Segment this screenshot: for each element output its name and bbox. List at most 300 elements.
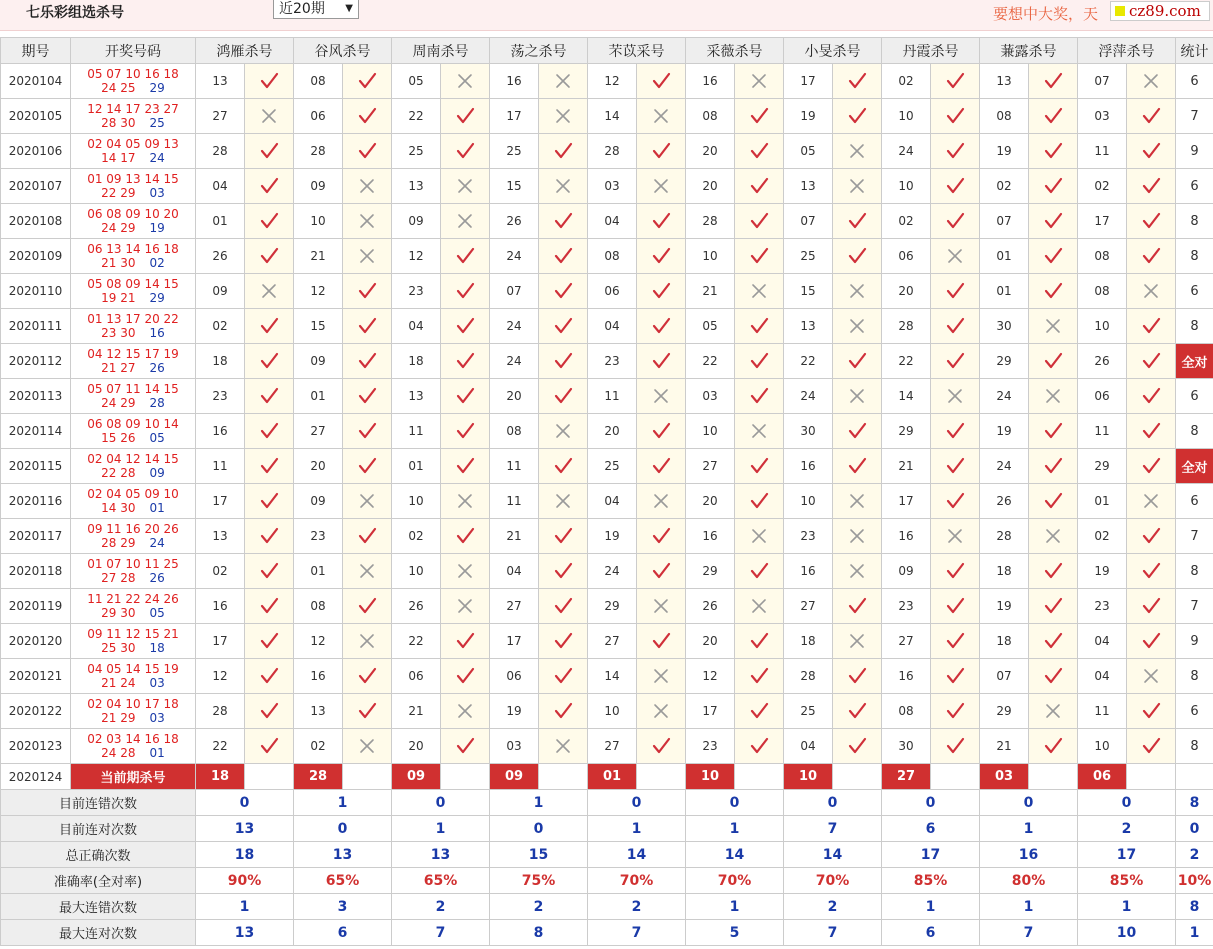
result-cell (441, 449, 490, 484)
stat-count-cell: 8 (1176, 204, 1213, 239)
result-cell (441, 694, 490, 729)
kill-number-cell: 16 (490, 64, 539, 99)
kill-number-cell: 08 (1078, 239, 1127, 274)
result-cell (637, 134, 686, 169)
draw-numbers-line1: 02 04 05 09 10 (87, 487, 179, 501)
period-select[interactable] (273, 0, 359, 19)
result-cell (833, 414, 882, 449)
stat-value: 17 (1078, 842, 1176, 868)
check-icon (651, 211, 671, 231)
result-cell (441, 274, 490, 309)
result-cell (833, 64, 882, 99)
kill-number-cell: 28 (588, 134, 637, 169)
kill-number-cell: 20 (294, 449, 343, 484)
issue-cell: 2020121 (1, 659, 71, 694)
kill-number-cell: 28 (882, 309, 931, 344)
current-kill-number: 01 (588, 764, 637, 790)
special-number: 25 (149, 116, 165, 130)
kill-number-cell: 07 (980, 659, 1029, 694)
draw-numbers-line2 (71, 431, 195, 445)
kill-number-cell: 20 (686, 484, 735, 519)
issue-cell: 2020109 (1, 239, 71, 274)
result-cell (343, 99, 392, 134)
check-icon (455, 631, 475, 651)
draw-numbers-cell (71, 239, 196, 274)
kill-number-cell: 10 (294, 204, 343, 239)
result-cell (343, 274, 392, 309)
check-icon (455, 141, 475, 161)
check-icon (259, 666, 279, 686)
table-row (1, 309, 1213, 344)
kill-number-cell: 28 (980, 519, 1029, 554)
draw-numbers-cell (71, 204, 196, 239)
kill-number-cell: 21 (392, 694, 441, 729)
check-icon (1043, 246, 1063, 266)
empty-cell (833, 764, 882, 790)
kill-number-cell: 19 (980, 134, 1029, 169)
stat-value: 7 (588, 920, 686, 946)
check-icon (553, 246, 573, 266)
result-cell (539, 239, 588, 274)
kill-number-cell: 25 (490, 134, 539, 169)
stat-value: 3 (294, 894, 392, 920)
stat-count-cell: 6 (1176, 169, 1213, 204)
cross-icon (357, 211, 377, 231)
result-cell (343, 239, 392, 274)
kill-number-cell: 29 (980, 344, 1029, 379)
result-cell (1029, 729, 1078, 764)
result-cell (735, 204, 784, 239)
stat-value: 1 (686, 894, 784, 920)
result-cell (637, 169, 686, 204)
special-number: 29 (149, 291, 165, 305)
check-icon (259, 456, 279, 476)
result-cell (931, 484, 980, 519)
check-icon (1043, 596, 1063, 616)
check-icon (749, 701, 769, 721)
header-row (1, 38, 1213, 64)
stat-value: 2 (1176, 842, 1213, 868)
result-cell (343, 589, 392, 624)
check-icon (749, 666, 769, 686)
kill-number-cell: 08 (686, 99, 735, 134)
check-icon (259, 141, 279, 161)
kill-number-cell: 23 (588, 344, 637, 379)
check-icon (945, 71, 965, 91)
empty-cell (637, 764, 686, 790)
result-cell (539, 344, 588, 379)
draw-numbers-cell (71, 659, 196, 694)
kill-number-cell: 24 (882, 134, 931, 169)
draw-numbers-cell (71, 729, 196, 764)
result-cell (441, 169, 490, 204)
stat-value: 1 (882, 894, 980, 920)
kill-number-cell: 24 (980, 449, 1029, 484)
draw-numbers-line1: 02 04 10 17 18 (87, 697, 179, 711)
kill-number-cell: 14 (882, 379, 931, 414)
check-icon (455, 421, 475, 441)
draw-numbers-main: 14 17 (101, 151, 136, 165)
cross-icon (651, 701, 671, 721)
check-icon (259, 71, 279, 91)
special-number: 26 (149, 361, 165, 375)
check-icon (553, 526, 573, 546)
issue-cell: 2020120 (1, 624, 71, 659)
draw-numbers-cell (71, 449, 196, 484)
stat-label: 目前连错次数 (1, 790, 196, 816)
check-icon (553, 351, 573, 371)
result-cell (637, 379, 686, 414)
kill-number-cell: 01 (196, 204, 245, 239)
kill-number-cell: 20 (490, 379, 539, 414)
kill-number-cell: 04 (588, 484, 637, 519)
check-icon (357, 316, 377, 336)
kill-number-cell: 20 (392, 729, 441, 764)
kill-number-cell: 11 (588, 379, 637, 414)
result-cell (637, 729, 686, 764)
stat-row (1, 894, 1213, 920)
current-kill-number: 03 (980, 764, 1029, 790)
draw-numbers-line1: 02 03 14 16 18 (87, 732, 179, 746)
kill-number-cell: 04 (392, 309, 441, 344)
stat-count-cell: 7 (1176, 519, 1213, 554)
check-icon (1141, 386, 1161, 406)
draw-numbers-main: 21 30 (101, 256, 136, 270)
table-row (1, 624, 1213, 659)
stat-value: 1 (196, 894, 294, 920)
cross-icon (651, 386, 671, 406)
cross-icon (1043, 316, 1063, 336)
result-cell (1127, 519, 1176, 554)
result-cell (539, 309, 588, 344)
stat-value: 13 (196, 816, 294, 842)
special-number: 01 (149, 501, 165, 515)
kill-number-cell: 04 (784, 729, 833, 764)
cross-icon (1141, 491, 1161, 511)
result-cell (441, 99, 490, 134)
stat-value: 2 (1078, 816, 1176, 842)
stat-value: 85% (1078, 868, 1176, 894)
check-icon (1141, 631, 1161, 651)
col-header-expert: 蒹露杀号 (980, 38, 1078, 64)
result-cell (245, 204, 294, 239)
cross-icon (651, 666, 671, 686)
result-cell (735, 99, 784, 134)
stat-value: 14 (588, 842, 686, 868)
check-icon (749, 316, 769, 336)
check-icon (1141, 736, 1161, 756)
kill-number-cell: 20 (686, 624, 735, 659)
stat-row (1, 920, 1213, 946)
result-cell (931, 694, 980, 729)
check-icon (455, 526, 475, 546)
kill-number-cell: 02 (196, 554, 245, 589)
result-cell (343, 554, 392, 589)
kill-number-cell: 06 (1078, 379, 1127, 414)
kill-number-cell: 21 (490, 519, 539, 554)
special-number: 16 (149, 326, 165, 340)
kill-number-cell: 26 (392, 589, 441, 624)
stat-value: 0 (196, 790, 294, 816)
result-cell (1127, 344, 1176, 379)
result-cell (637, 274, 686, 309)
issue-cell: 2020106 (1, 134, 71, 169)
check-icon (357, 71, 377, 91)
result-cell (539, 379, 588, 414)
result-cell (1127, 379, 1176, 414)
special-number: 03 (149, 711, 165, 725)
cross-icon (455, 596, 475, 616)
draw-numbers-cell (71, 379, 196, 414)
result-cell (637, 659, 686, 694)
result-cell (735, 344, 784, 379)
check-icon (749, 386, 769, 406)
result-cell (931, 204, 980, 239)
kill-number-cell: 23 (686, 729, 735, 764)
issue-cell: 2020108 (1, 204, 71, 239)
check-icon (259, 561, 279, 581)
empty-cell (1029, 764, 1078, 790)
cross-icon (749, 71, 769, 91)
draw-numbers-main: 22 29 (101, 186, 136, 200)
stat-value: 1 (980, 894, 1078, 920)
check-icon (553, 561, 573, 581)
kill-number-cell: 08 (980, 99, 1029, 134)
kill-number-cell: 09 (294, 484, 343, 519)
check-icon (455, 281, 475, 301)
special-number: 24 (149, 151, 165, 165)
kill-number-cell: 17 (490, 99, 539, 134)
draw-numbers-main: 24 29 (101, 396, 136, 410)
result-cell (833, 694, 882, 729)
stat-value: 2 (588, 894, 686, 920)
kill-number-cell: 04 (1078, 624, 1127, 659)
draw-numbers-line2 (71, 291, 195, 305)
draw-numbers-main: 21 29 (101, 711, 136, 725)
result-cell (735, 309, 784, 344)
kill-number-cell: 17 (196, 624, 245, 659)
kill-number-cell: 22 (784, 344, 833, 379)
table-row (1, 379, 1213, 414)
table-row (1, 484, 1213, 519)
kill-number-cell: 02 (882, 204, 931, 239)
cross-icon (553, 736, 573, 756)
check-icon (259, 211, 279, 231)
cross-icon (651, 596, 671, 616)
kill-number-cell: 10 (392, 484, 441, 519)
kill-number-cell: 29 (588, 589, 637, 624)
chevron-down-icon: ▼ (345, 3, 353, 14)
kill-number-cell: 19 (980, 414, 1029, 449)
stat-value: 10% (1176, 868, 1213, 894)
cross-icon (357, 176, 377, 196)
draw-numbers-main: 21 24 (101, 676, 136, 690)
issue-cell: 2020117 (1, 519, 71, 554)
stat-count-cell: 6 (1176, 64, 1213, 99)
kill-number-cell: 29 (686, 554, 735, 589)
kill-number-cell: 30 (980, 309, 1029, 344)
result-cell (637, 589, 686, 624)
kill-number-cell: 10 (882, 169, 931, 204)
check-icon (945, 666, 965, 686)
cross-icon (847, 386, 867, 406)
check-icon (651, 141, 671, 161)
draw-numbers-line1: 05 07 10 16 18 (87, 67, 179, 81)
draw-numbers-line2 (71, 116, 195, 130)
issue-cell: 2020113 (1, 379, 71, 414)
kill-number-cell: 04 (588, 309, 637, 344)
result-cell (833, 624, 882, 659)
stat-value: 0 (882, 790, 980, 816)
result-cell (245, 554, 294, 589)
stat-value: 7 (980, 920, 1078, 946)
stat-value: 0 (980, 790, 1078, 816)
result-cell (735, 64, 784, 99)
stat-value: 1 (1078, 894, 1176, 920)
result-cell (343, 729, 392, 764)
kill-number-cell: 08 (294, 589, 343, 624)
result-cell (1029, 554, 1078, 589)
special-number: 26 (149, 571, 165, 585)
kill-number-cell: 11 (392, 414, 441, 449)
check-icon (1141, 561, 1161, 581)
cross-icon (259, 281, 279, 301)
result-cell (833, 134, 882, 169)
kill-number-cell: 05 (686, 309, 735, 344)
table-row (1, 64, 1213, 99)
draw-numbers-main: 15 26 (101, 431, 136, 445)
result-cell (1029, 519, 1078, 554)
draw-numbers-cell (71, 169, 196, 204)
result-cell (245, 344, 294, 379)
result-cell (539, 449, 588, 484)
slogan-marquee: 要想中大奖，天 (993, 5, 1099, 23)
stat-value: 14 (686, 842, 784, 868)
cross-icon (1043, 386, 1063, 406)
draw-numbers-main: 14 30 (101, 501, 136, 515)
period-select-value: 近20期 (279, 1, 325, 17)
kill-number-cell: 16 (784, 449, 833, 484)
kill-number-cell: 13 (392, 169, 441, 204)
stat-value: 2 (490, 894, 588, 920)
result-cell (539, 274, 588, 309)
result-cell (539, 204, 588, 239)
kill-number-cell: 15 (784, 274, 833, 309)
kill-number-cell: 18 (392, 344, 441, 379)
draw-numbers-cell (71, 589, 196, 624)
kill-number-cell: 19 (1078, 554, 1127, 589)
draw-numbers-main: 28 30 (101, 116, 136, 130)
kill-number-cell: 19 (980, 589, 1029, 624)
check-icon (553, 701, 573, 721)
result-cell (735, 134, 784, 169)
kill-number-cell: 17 (686, 694, 735, 729)
cross-icon (455, 491, 475, 511)
issue-cell: 2020116 (1, 484, 71, 519)
result-cell (1127, 134, 1176, 169)
col-header-expert: 周南杀号 (392, 38, 490, 64)
kill-number-cell: 16 (196, 589, 245, 624)
kill-number-cell: 21 (686, 274, 735, 309)
draw-numbers-cell (71, 344, 196, 379)
result-cell (343, 379, 392, 414)
col-header-expert: 浮萍杀号 (1078, 38, 1176, 64)
kill-number-cell: 19 (490, 694, 539, 729)
issue-cell: 2020115 (1, 449, 71, 484)
result-cell (1127, 729, 1176, 764)
result-cell (1127, 414, 1176, 449)
kill-number-cell: 03 (686, 379, 735, 414)
check-icon (1141, 701, 1161, 721)
brand-logo[interactable] (1110, 1, 1210, 21)
current-period-row (1, 764, 1213, 790)
check-icon (1043, 421, 1063, 441)
result-cell (343, 659, 392, 694)
stat-value: 13 (294, 842, 392, 868)
stat-count-cell: 8 (1176, 309, 1213, 344)
stat-value: 6 (882, 920, 980, 946)
result-cell (833, 99, 882, 134)
result-cell (637, 484, 686, 519)
stat-count-cell: 8 (1176, 554, 1213, 589)
result-cell (539, 414, 588, 449)
check-icon (651, 351, 671, 371)
table-row (1, 204, 1213, 239)
issue-cell: 2020104 (1, 64, 71, 99)
kill-number-cell: 09 (196, 274, 245, 309)
stat-value: 7 (784, 816, 882, 842)
result-cell (735, 694, 784, 729)
special-number: 05 (149, 606, 165, 620)
stat-value: 0 (1078, 790, 1176, 816)
stat-value: 17 (882, 842, 980, 868)
result-cell (1127, 309, 1176, 344)
kill-number-cell: 18 (980, 554, 1029, 589)
draw-numbers-main: 24 25 (101, 81, 136, 95)
kill-number-cell: 08 (882, 694, 931, 729)
result-cell (1127, 169, 1176, 204)
check-icon (1043, 176, 1063, 196)
empty-cell (245, 764, 294, 790)
result-cell (343, 694, 392, 729)
cross-icon (749, 596, 769, 616)
kill-number-cell: 08 (490, 414, 539, 449)
check-icon (1141, 526, 1161, 546)
result-cell (1029, 309, 1078, 344)
result-cell (539, 554, 588, 589)
kill-number-cell: 11 (196, 449, 245, 484)
logo-square-icon (1115, 6, 1125, 16)
issue-cell: 2020107 (1, 169, 71, 204)
check-icon (651, 246, 671, 266)
kill-number-cell: 17 (1078, 204, 1127, 239)
stat-count-cell: 9 (1176, 134, 1213, 169)
kill-number-cell: 16 (196, 414, 245, 449)
all-correct-badge: 全对 (1176, 449, 1213, 484)
col-header-expert: 小旻杀号 (784, 38, 882, 64)
issue-cell: 2020111 (1, 309, 71, 344)
result-cell (931, 274, 980, 309)
result-cell (637, 414, 686, 449)
kill-number-cell: 13 (294, 694, 343, 729)
result-cell (441, 554, 490, 589)
check-icon (749, 246, 769, 266)
result-cell (343, 169, 392, 204)
check-icon (749, 631, 769, 651)
col-header-expert: 荡之杀号 (490, 38, 588, 64)
stat-value: 7 (784, 920, 882, 946)
result-cell (1029, 484, 1078, 519)
